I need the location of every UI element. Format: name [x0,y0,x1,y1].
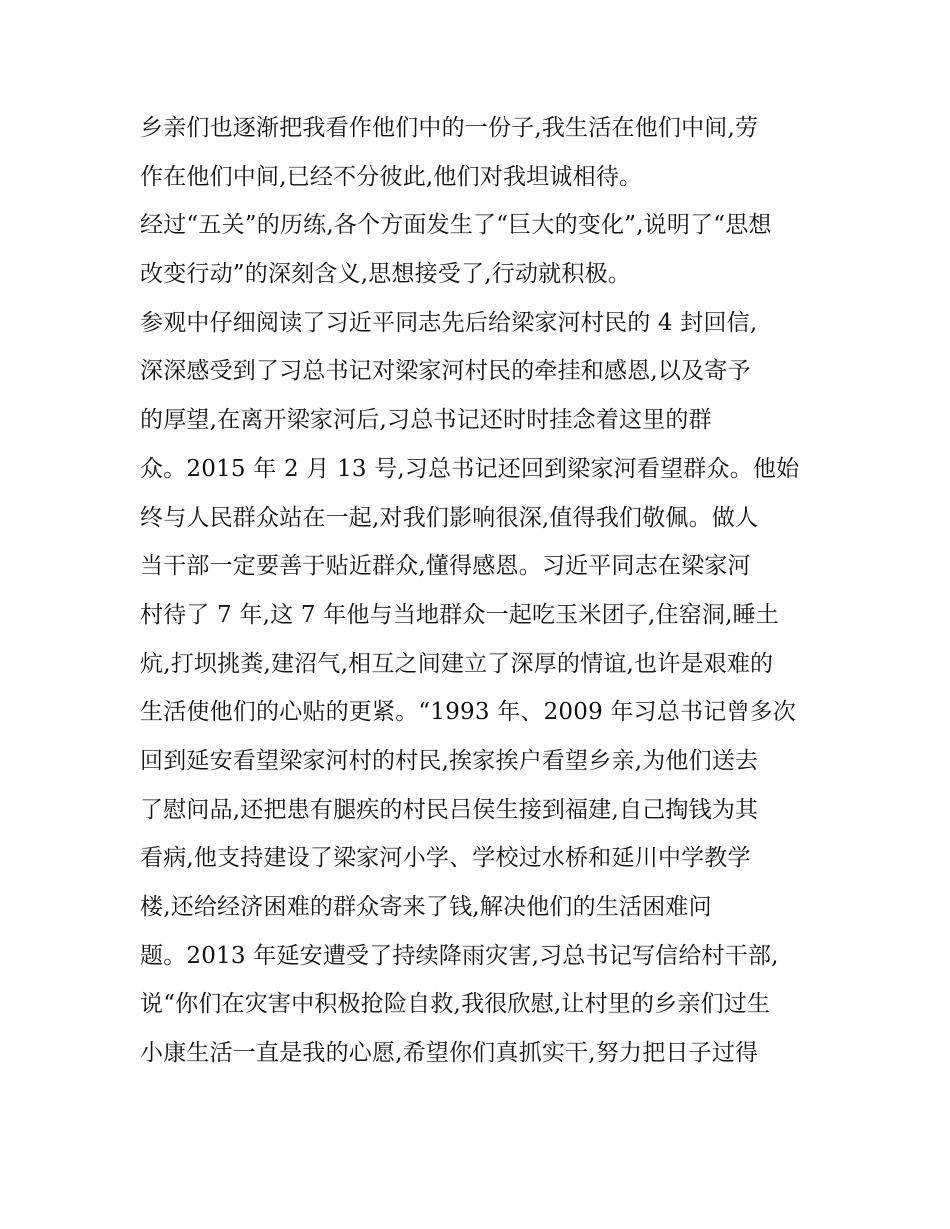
text-line: 炕,打坝挑粪,建沼气,相互之间建立了深厚的情谊,也许是艰难的 [140,650,774,677]
text-line: 回到延安看望梁家河村的村民,挨家挨户看望乡亲,为他们送去 [140,747,759,774]
text-line: 众。2015 年 2 月 13 号,习总书记还回到梁家河看望群众。他始 [140,455,800,482]
text-line: 乡亲们也逐渐把我看作他们中的一份子,我生活在他们中间,劳 [140,115,759,141]
text-line: 当干部一定要善于贴近群众,懂得感恩。习近平同志在梁家河 [140,553,751,580]
text-line: 村待了 7 年,这 7 年他与当地群众一起吃玉米团子,住窑洞,睡土 [140,601,780,628]
text-line: 改变行动”的深刻含义,思想接受了,行动就积极。 [140,261,631,288]
text-line: 深深感受到了习总书记对梁家河村民的牵挂和感恩,以及寄予 [140,358,751,385]
text-line: 了慰问品,还把患有腿疾的村民吕侯生接到福建,自己掏钱为其 [140,796,759,823]
text-line: 参观中仔细阅读了习近平同志先后给梁家河村民的 4 封回信, [140,309,758,336]
text-line: 楼,还给经济困难的群众寄来了钱,解决他们的生活困难问 [140,894,712,920]
body-text [140,104,820,1078]
text-line: 看病,他支持建设了梁家河小学、学校过水桥和延川中学教学 [140,845,751,872]
text-line: 生活使他们的心贴的更紧。“1993 年、2009 年习总书记曾多次 [140,699,797,726]
text-line: 小康生活一直是我的心愿,希望你们真抓实干,努力把日子过得 [140,1040,759,1067]
text-line: 的厚望,在离开梁家河后,习总书记还时时挂念着这里的群 [140,407,712,434]
text-line: 说“你们在灾害中积极抢险自救,我很欣慰,让村里的乡亲们过生 [140,991,771,1018]
text-line: 经过“五关”的历练,各个方面发生了“巨大的变化”,说明了“思想 [140,212,772,239]
text-line: 题。2013 年延安遭受了持续降雨灾害,习总书记写信给村干部, [140,942,779,969]
text-line: 作在他们中间,已经不分彼此,他们对我坦诚相待。 [140,163,643,190]
text-line: 终与人民群众站在一起,对我们影响很深,值得我们敬佩。做人 [140,504,759,531]
